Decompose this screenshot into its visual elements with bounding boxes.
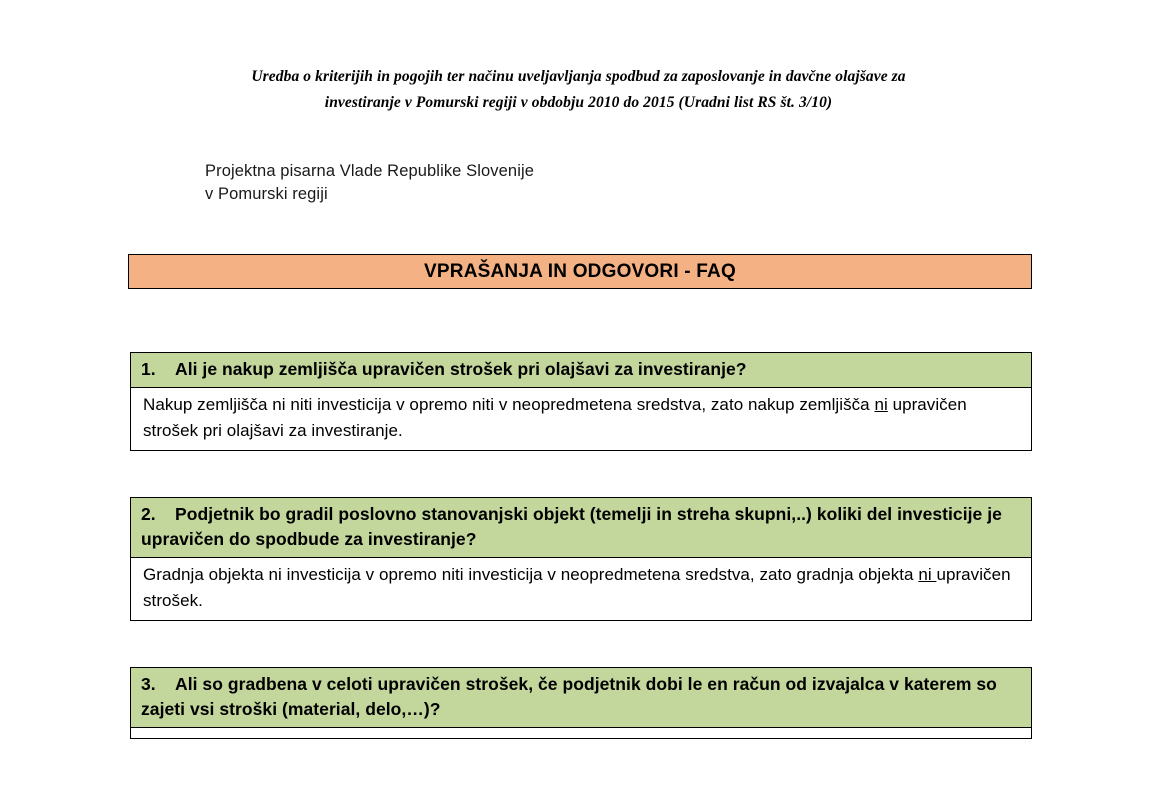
faq-answer-row: [130, 558, 1032, 621]
office-line-1: Projektna pisarna Vlade Republike Slovenije: [205, 162, 534, 180]
office-line-2: v Pomurski regiji: [205, 185, 328, 203]
faq-title-bar: [128, 254, 1032, 289]
faq-question-text: [141, 359, 747, 379]
header-line-1: Uredba o kriterijih in pogojih ter načinu uveljavljanja spodbud za zaposlovanje in davčne olajšave za: [251, 68, 906, 85]
header-line-2: investiranje v Pomurski regiji v obdobju 2010 do 2015 (Uradni list RS št. 3/10): [324, 94, 833, 111]
faq-question-row: [130, 497, 1032, 558]
faq-question-number: 1.: [141, 359, 156, 379]
faq-question-list: [130, 352, 1032, 785]
faq-question-row: [130, 667, 1032, 728]
faq-question-text: [141, 674, 997, 719]
faq-title-text: VPRAŠANJA IN ODGOVORI - FAQ: [424, 260, 736, 282]
faq-question-text: [141, 504, 1002, 549]
faq-question-row: [130, 352, 1032, 388]
faq-item: [130, 497, 1032, 621]
faq-answer-text: Nakup zemljišča ni niti investicija v opremo niti v neopredmetena sredstva, zato nakup zemljišča ni upravičen strošek pri olajšavi za investiranje.: [143, 395, 967, 440]
faq-item: [130, 667, 1032, 739]
faq-question-body: Ali so gradbena v celoti upravičen strošek, če podjetnik dobi le en račun od izvajalca v katerem so zajeti vsi stroški (material, delo,…)?: [141, 674, 997, 719]
document-header: [0, 0, 1157, 116]
faq-item: [130, 352, 1032, 451]
faq-question-number: 2.: [141, 504, 156, 524]
faq-question-body: Ali je nakup zemljišča upravičen strošek pri olajšavi za investiranje?: [175, 359, 747, 379]
faq-question-number: 3.: [141, 674, 156, 694]
faq-answer-text: Gradnja objekta ni investicija v opremo niti investicija v neopredmetena sredstva, zato gradnja objekta ni upravičen strošek.: [143, 565, 1011, 610]
faq-question-body: Podjetnik bo gradil poslovno stanovanjski objekt (temelji in streha skupni,..) koliki del investicije je upravičen do spodbude za investiranje?: [141, 504, 1002, 549]
office-block: [0, 160, 1157, 206]
faq-answer-row: [130, 728, 1032, 739]
faq-answer-row: [130, 388, 1032, 451]
